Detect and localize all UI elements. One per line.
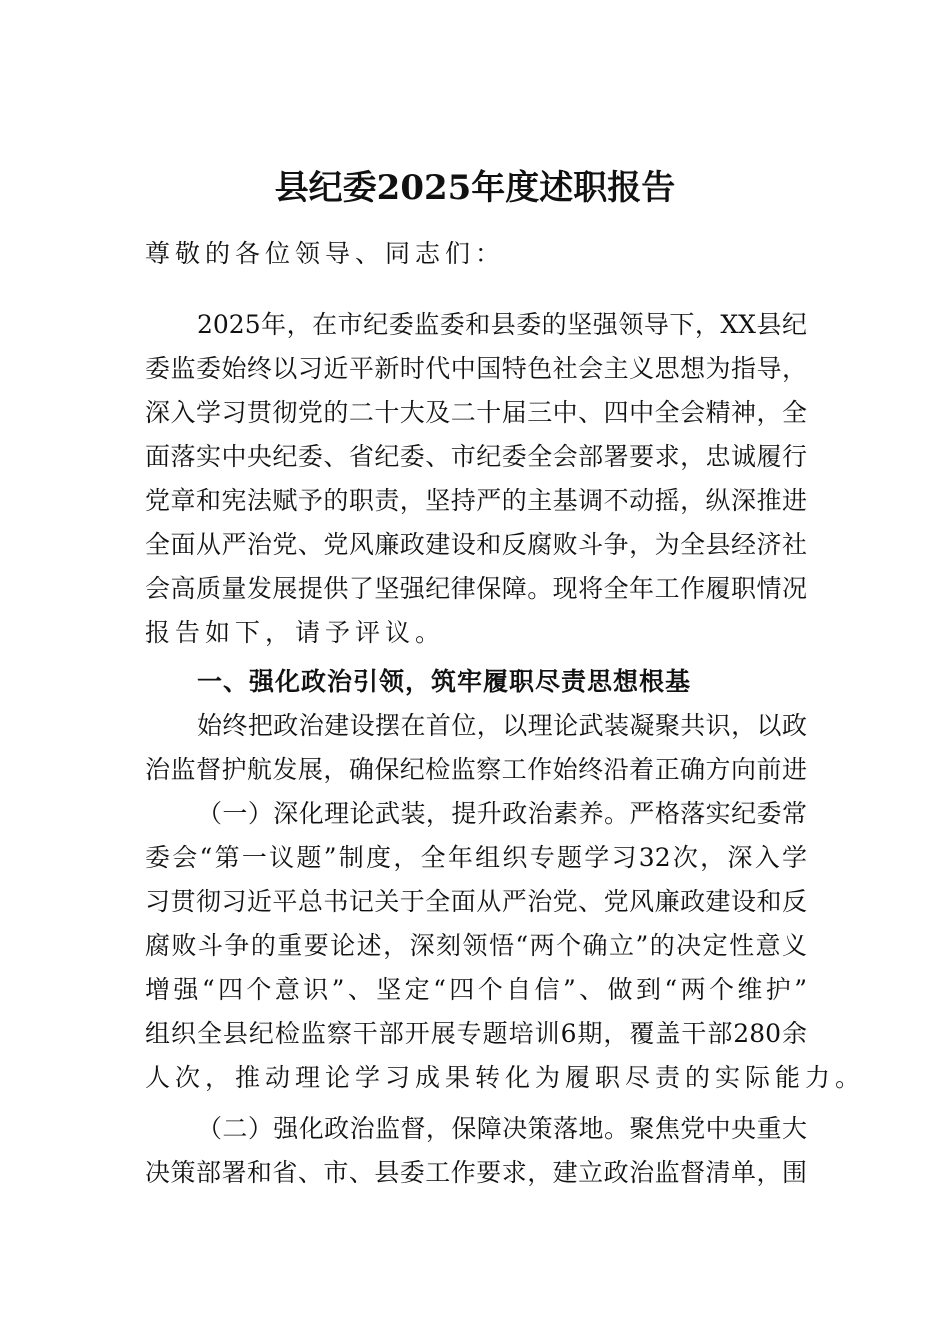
section-heading: 一、强化政治引领，筑牢履职尽责思想根基: [197, 667, 692, 696]
paragraph-line: 增强“四个意识”、坚定“四个自信”、做到“两个维护”: [145, 975, 807, 1004]
paragraph-line: 报告如下，请予评议。: [145, 618, 446, 647]
paragraph-line: （二）强化政治监督，保障决策落地。聚焦党中央重大: [197, 1114, 807, 1143]
paragraph-line: 2025年，在市纪委监委和县委的坚强领导下，XX县纪: [197, 310, 807, 339]
paragraph-line: （一）深化理论武装，提升政治素养。严格落实纪委常: [197, 799, 807, 828]
paragraph-line: 组织全县纪检监察干部开展专题培训6期，覆盖干部280余: [145, 1019, 807, 1048]
paragraph-line: 习贯彻习近平总书记关于全面从严治党、党风廉政建设和反: [145, 887, 807, 916]
paragraph-line: 深入学习贯彻党的二十大及二十届三中、四中全会精神，全: [145, 398, 807, 427]
paragraph-line: 委会“第一议题”制度，全年组织专题学习32次，深入学: [145, 843, 807, 872]
paragraph-line: 全面从严治党、党风廉政建设和反腐败斗争，为全县经济社: [145, 530, 807, 559]
paragraph-line: 会高质量发展提供了坚强纪律保障。现将全年工作履职情况: [145, 574, 807, 603]
salutation: 尊敬的各位领导、同志们：: [145, 239, 506, 268]
paragraph-line: 始终把政治建设摆在首位，以理论武装凝聚共识，以政: [197, 711, 807, 740]
paragraph-line: 治监督护航发展，确保纪检监察工作始终沿着正确方向前进: [145, 755, 807, 784]
document-title: 县纪委2025年度述职报告: [274, 168, 676, 208]
paragraph-line: 委监委始终以习近平新时代中国特色社会主义思想为指导，: [145, 354, 807, 383]
paragraph-line: 党章和宪法赋予的职责，坚持严的主基调不动摇，纵深推进: [145, 486, 807, 515]
paragraph-line: 腐败斗争的重要论述，深刻领悟“两个确立”的决定性意义: [145, 931, 807, 960]
paragraph-line: 决策部署和省、市、县委工作要求，建立政治监督清单，围: [145, 1158, 807, 1187]
paragraph-line: 面落实中央纪委、省纪委、市纪委全会部署要求，忠诚履行: [145, 442, 807, 471]
paragraph-line: 人次，推动理论学习成果转化为履职尽责的实际能力。: [145, 1063, 866, 1092]
